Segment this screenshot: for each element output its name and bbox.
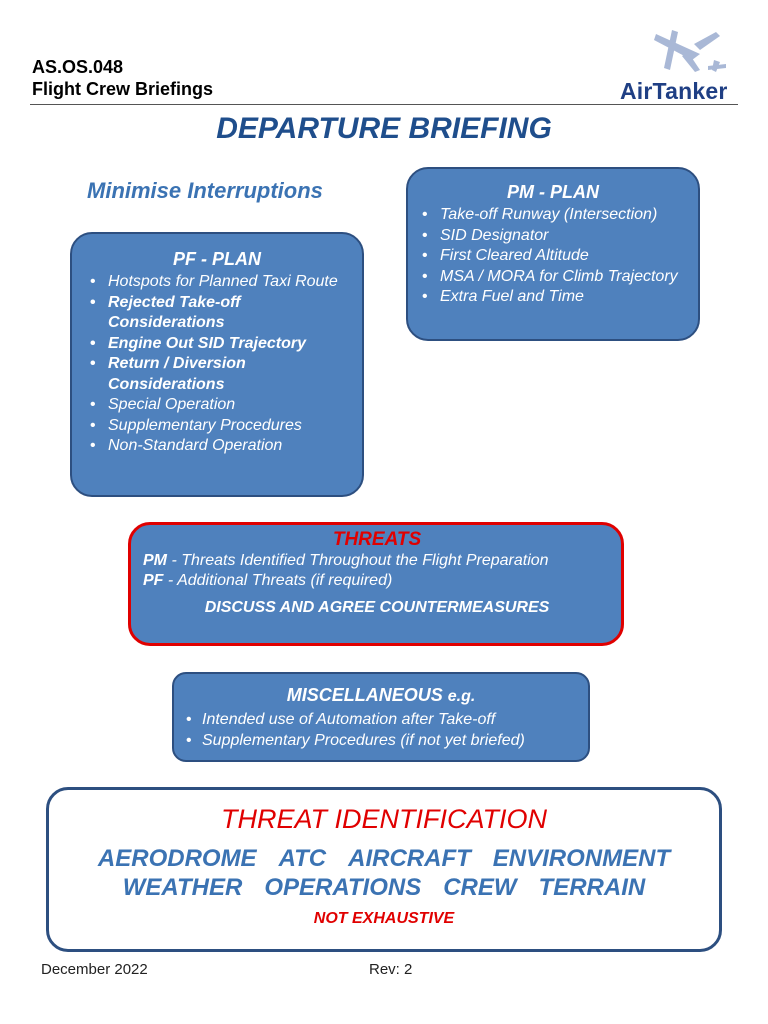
threat-category: WEATHER <box>122 874 243 901</box>
list-item: • Non-Standard Operation <box>108 436 352 457</box>
threats-box <box>128 522 624 646</box>
list-item: • Supplementary Procedures <box>108 416 352 437</box>
plane-icon <box>608 26 748 82</box>
threats-line-pf <box>143 571 611 591</box>
threats-title: THREATS <box>332 529 422 550</box>
threat-category: ENVIRONMENT <box>492 845 671 872</box>
minimise-interruptions-label: Minimise Interruptions <box>87 178 323 203</box>
misc-title-text: MISCELLANEOUS <box>286 685 443 705</box>
threats-line-pm-text: - Threats Identified Throughout the Flight Preparation <box>167 552 549 569</box>
misc-title <box>184 684 578 708</box>
list-item: • First Cleared Altitude <box>440 246 688 267</box>
threat-category: TERRAIN <box>538 874 646 901</box>
misc-list <box>202 709 578 751</box>
list-item: • Intended use of Automation after Take-off <box>202 709 578 730</box>
threat-identification-title: THREAT IDENTIFICATION <box>221 804 547 834</box>
header-divider <box>30 104 738 105</box>
document-code: AS.OS.048 <box>32 57 124 77</box>
list-item: • Hotspots for Planned Taxi Route <box>108 272 352 293</box>
pm-plan-list <box>440 205 688 308</box>
threat-category-row <box>49 874 719 902</box>
page-title: DEPARTURE BRIEFING <box>216 112 552 145</box>
threat-category-row <box>49 845 719 873</box>
pm-plan-title: PM - PLAN <box>507 182 599 202</box>
list-item: • Special Operation <box>108 395 352 416</box>
threat-identification-box <box>46 787 722 952</box>
threats-line-pm <box>143 551 611 571</box>
threats-line-pf-text: - Additional Threats (if required) <box>163 572 393 589</box>
misc-title-suffix: e.g. <box>447 688 476 705</box>
pf-plan-box <box>70 232 364 497</box>
threat-category: ATC <box>278 845 327 872</box>
threat-category: AERODROME <box>97 845 257 872</box>
footer-date: December 2022 <box>41 961 148 978</box>
discuss-countermeasures: DISCUSS AND AGREE COUNTERMEASURES <box>204 599 550 616</box>
list-item: • Take-off Runway (Intersection) <box>440 205 688 226</box>
footer-revision: Rev: 2 <box>369 961 413 978</box>
role-pf: PF <box>143 572 164 589</box>
list-item: • Rejected Take-off Considerations <box>108 293 352 334</box>
not-exhaustive-note: NOT EXHAUSTIVE <box>313 910 455 927</box>
list-item: • Extra Fuel and Time <box>440 287 688 308</box>
threat-category: OPERATIONS <box>264 874 422 901</box>
pf-plan-list <box>108 272 352 457</box>
pm-plan-box <box>406 167 700 341</box>
list-item: • SID Designator <box>440 226 688 247</box>
threat-category: AIRCRAFT <box>348 845 471 872</box>
list-item: • MSA / MORA for Climb Trajectory <box>440 267 688 288</box>
list-item: • Engine Out SID Trajectory <box>108 334 352 355</box>
airtanker-logo <box>608 26 748 106</box>
logo-wordmark: AirTanker <box>620 78 728 104</box>
document-subtitle: Flight Crew Briefings <box>32 79 214 99</box>
miscellaneous-box <box>172 672 590 762</box>
role-pm: PM <box>143 552 167 569</box>
list-item: • Return / Diversion Considerations <box>108 354 352 395</box>
list-item: • Supplementary Procedures (if not yet briefed) <box>202 730 578 751</box>
threat-category: CREW <box>443 874 517 901</box>
pf-plan-title: PF - PLAN <box>173 249 261 269</box>
